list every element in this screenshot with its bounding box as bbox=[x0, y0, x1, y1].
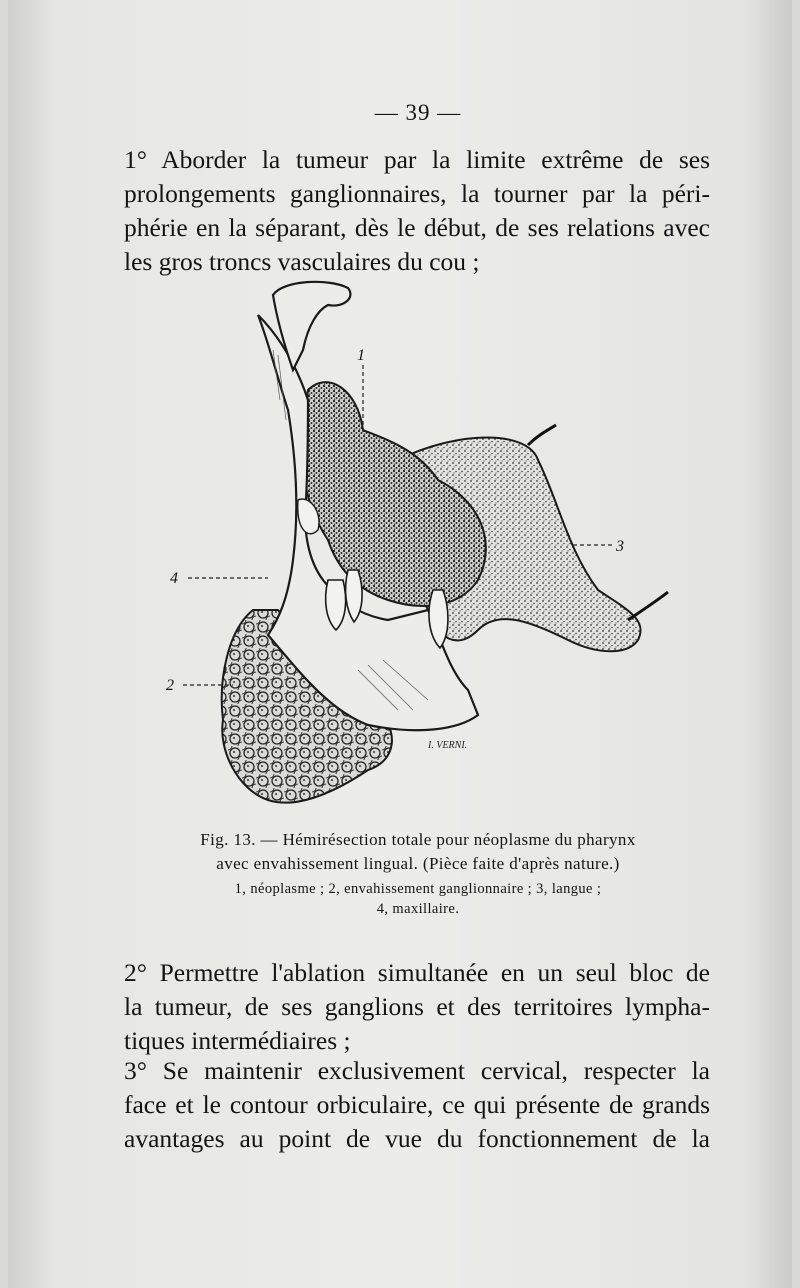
figure-legend bbox=[128, 879, 708, 919]
paragraph-line: avantages au point de vue du fonctionnement de la bbox=[124, 1124, 710, 1153]
figure-label-1: 1 bbox=[357, 347, 365, 364]
anatomical-figure bbox=[158, 270, 678, 815]
legend-line: 1, néoplasme ; 2, envahissement ganglionnaire ; 3, langue ; bbox=[234, 881, 602, 897]
figure-label-3: 3 bbox=[616, 538, 624, 555]
paragraph-line: la tumeur, de ses ganglions et des territoires lympha- bbox=[124, 992, 710, 1021]
paragraph-line: 1° Aborder la tumeur par la limite extrême de ses bbox=[124, 145, 710, 174]
figure-label-4: 4 bbox=[170, 570, 178, 587]
book-page bbox=[8, 0, 792, 1288]
figure-label-2: 2 bbox=[166, 677, 174, 694]
paragraph-line: 2° Permettre l'ablation simultanée en un seul bloc de bbox=[124, 958, 710, 987]
paragraph-line: phérie en la séparant, dès le début, de ses relations avec bbox=[124, 213, 710, 242]
paragraph-line: 3° Se maintenir exclusivement cervical, respecter la bbox=[124, 1056, 710, 1085]
paragraph-line: les gros troncs vasculaires du cou ; bbox=[124, 247, 480, 276]
engraver-signature: I. VERNI. bbox=[428, 740, 468, 751]
vessel-stub bbox=[528, 425, 556, 445]
figure-caption bbox=[128, 828, 708, 876]
paragraph-line: tiques intermédiaires ; bbox=[124, 1026, 351, 1055]
paragraph-1 bbox=[124, 143, 710, 279]
legend-line: 4, maxillaire. bbox=[376, 901, 460, 917]
caption-line: avec envahissement lingual. (Pièce faite d'après nature.) bbox=[216, 854, 620, 873]
paragraph-line: face et le contour orbiculaire, ce qui présente de grands bbox=[124, 1090, 710, 1119]
neoplasm bbox=[302, 382, 486, 606]
paragraph-3 bbox=[124, 1054, 710, 1156]
page-number: — 39 — bbox=[374, 100, 462, 125]
paragraph-line: prolongements ganglionnaires, la tourner par la péri- bbox=[124, 179, 710, 208]
paragraph-2 bbox=[124, 956, 710, 1058]
vessel-stub bbox=[628, 592, 668, 620]
caption-line: Fig. 13. — Hémirésection totale pour néoplasme du pharynx bbox=[200, 830, 636, 849]
